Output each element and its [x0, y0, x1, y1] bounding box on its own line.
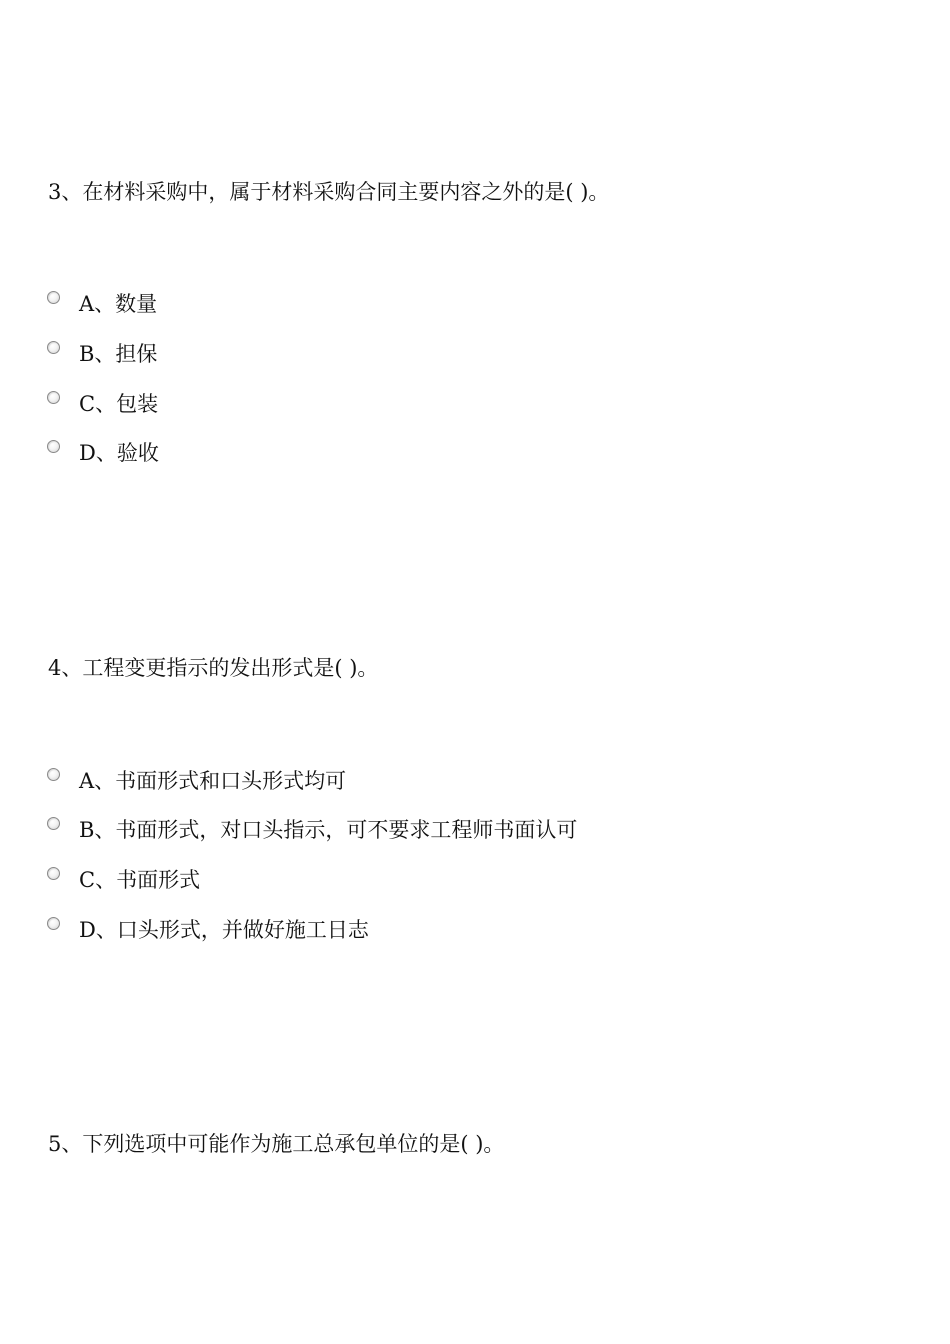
question-text: 3、在材料采购中，属于材料采购合同主要内容之外的是( )。	[48, 180, 610, 204]
option-label: D、口头形式，并做好施工日志	[79, 918, 369, 942]
radio-button[interactable]	[47, 867, 60, 880]
radio-button[interactable]	[47, 768, 60, 781]
option-row[interactable]	[47, 340, 157, 368]
option-label: A、数量	[79, 292, 158, 316]
option-row[interactable]	[47, 866, 200, 894]
radio-button[interactable]	[47, 341, 60, 354]
option-row[interactable]	[47, 439, 159, 467]
option-row[interactable]	[47, 390, 158, 418]
radio-button[interactable]	[47, 291, 60, 304]
option-label: B、书面形式，对口头指示，可不要求工程师书面认可	[79, 818, 578, 842]
option-label: C、书面形式	[79, 868, 201, 892]
option-row[interactable]	[47, 767, 346, 795]
option-label: B、担保	[79, 342, 158, 366]
radio-button[interactable]	[47, 391, 60, 404]
option-label: C、包装	[79, 392, 159, 416]
radio-button[interactable]	[47, 817, 60, 830]
option-row[interactable]	[47, 916, 369, 944]
radio-button[interactable]	[47, 440, 60, 453]
option-row[interactable]	[47, 816, 577, 844]
question-text: 5、下列选项中可能作为施工总承包单位的是( )。	[48, 1132, 505, 1156]
question-text: 4、工程变更指示的发出形式是( )。	[48, 656, 379, 680]
option-label: A、书面形式和口头形式均可	[79, 769, 347, 793]
option-label: D、验收	[79, 441, 159, 465]
radio-button[interactable]	[47, 917, 60, 930]
option-row[interactable]	[47, 290, 157, 318]
